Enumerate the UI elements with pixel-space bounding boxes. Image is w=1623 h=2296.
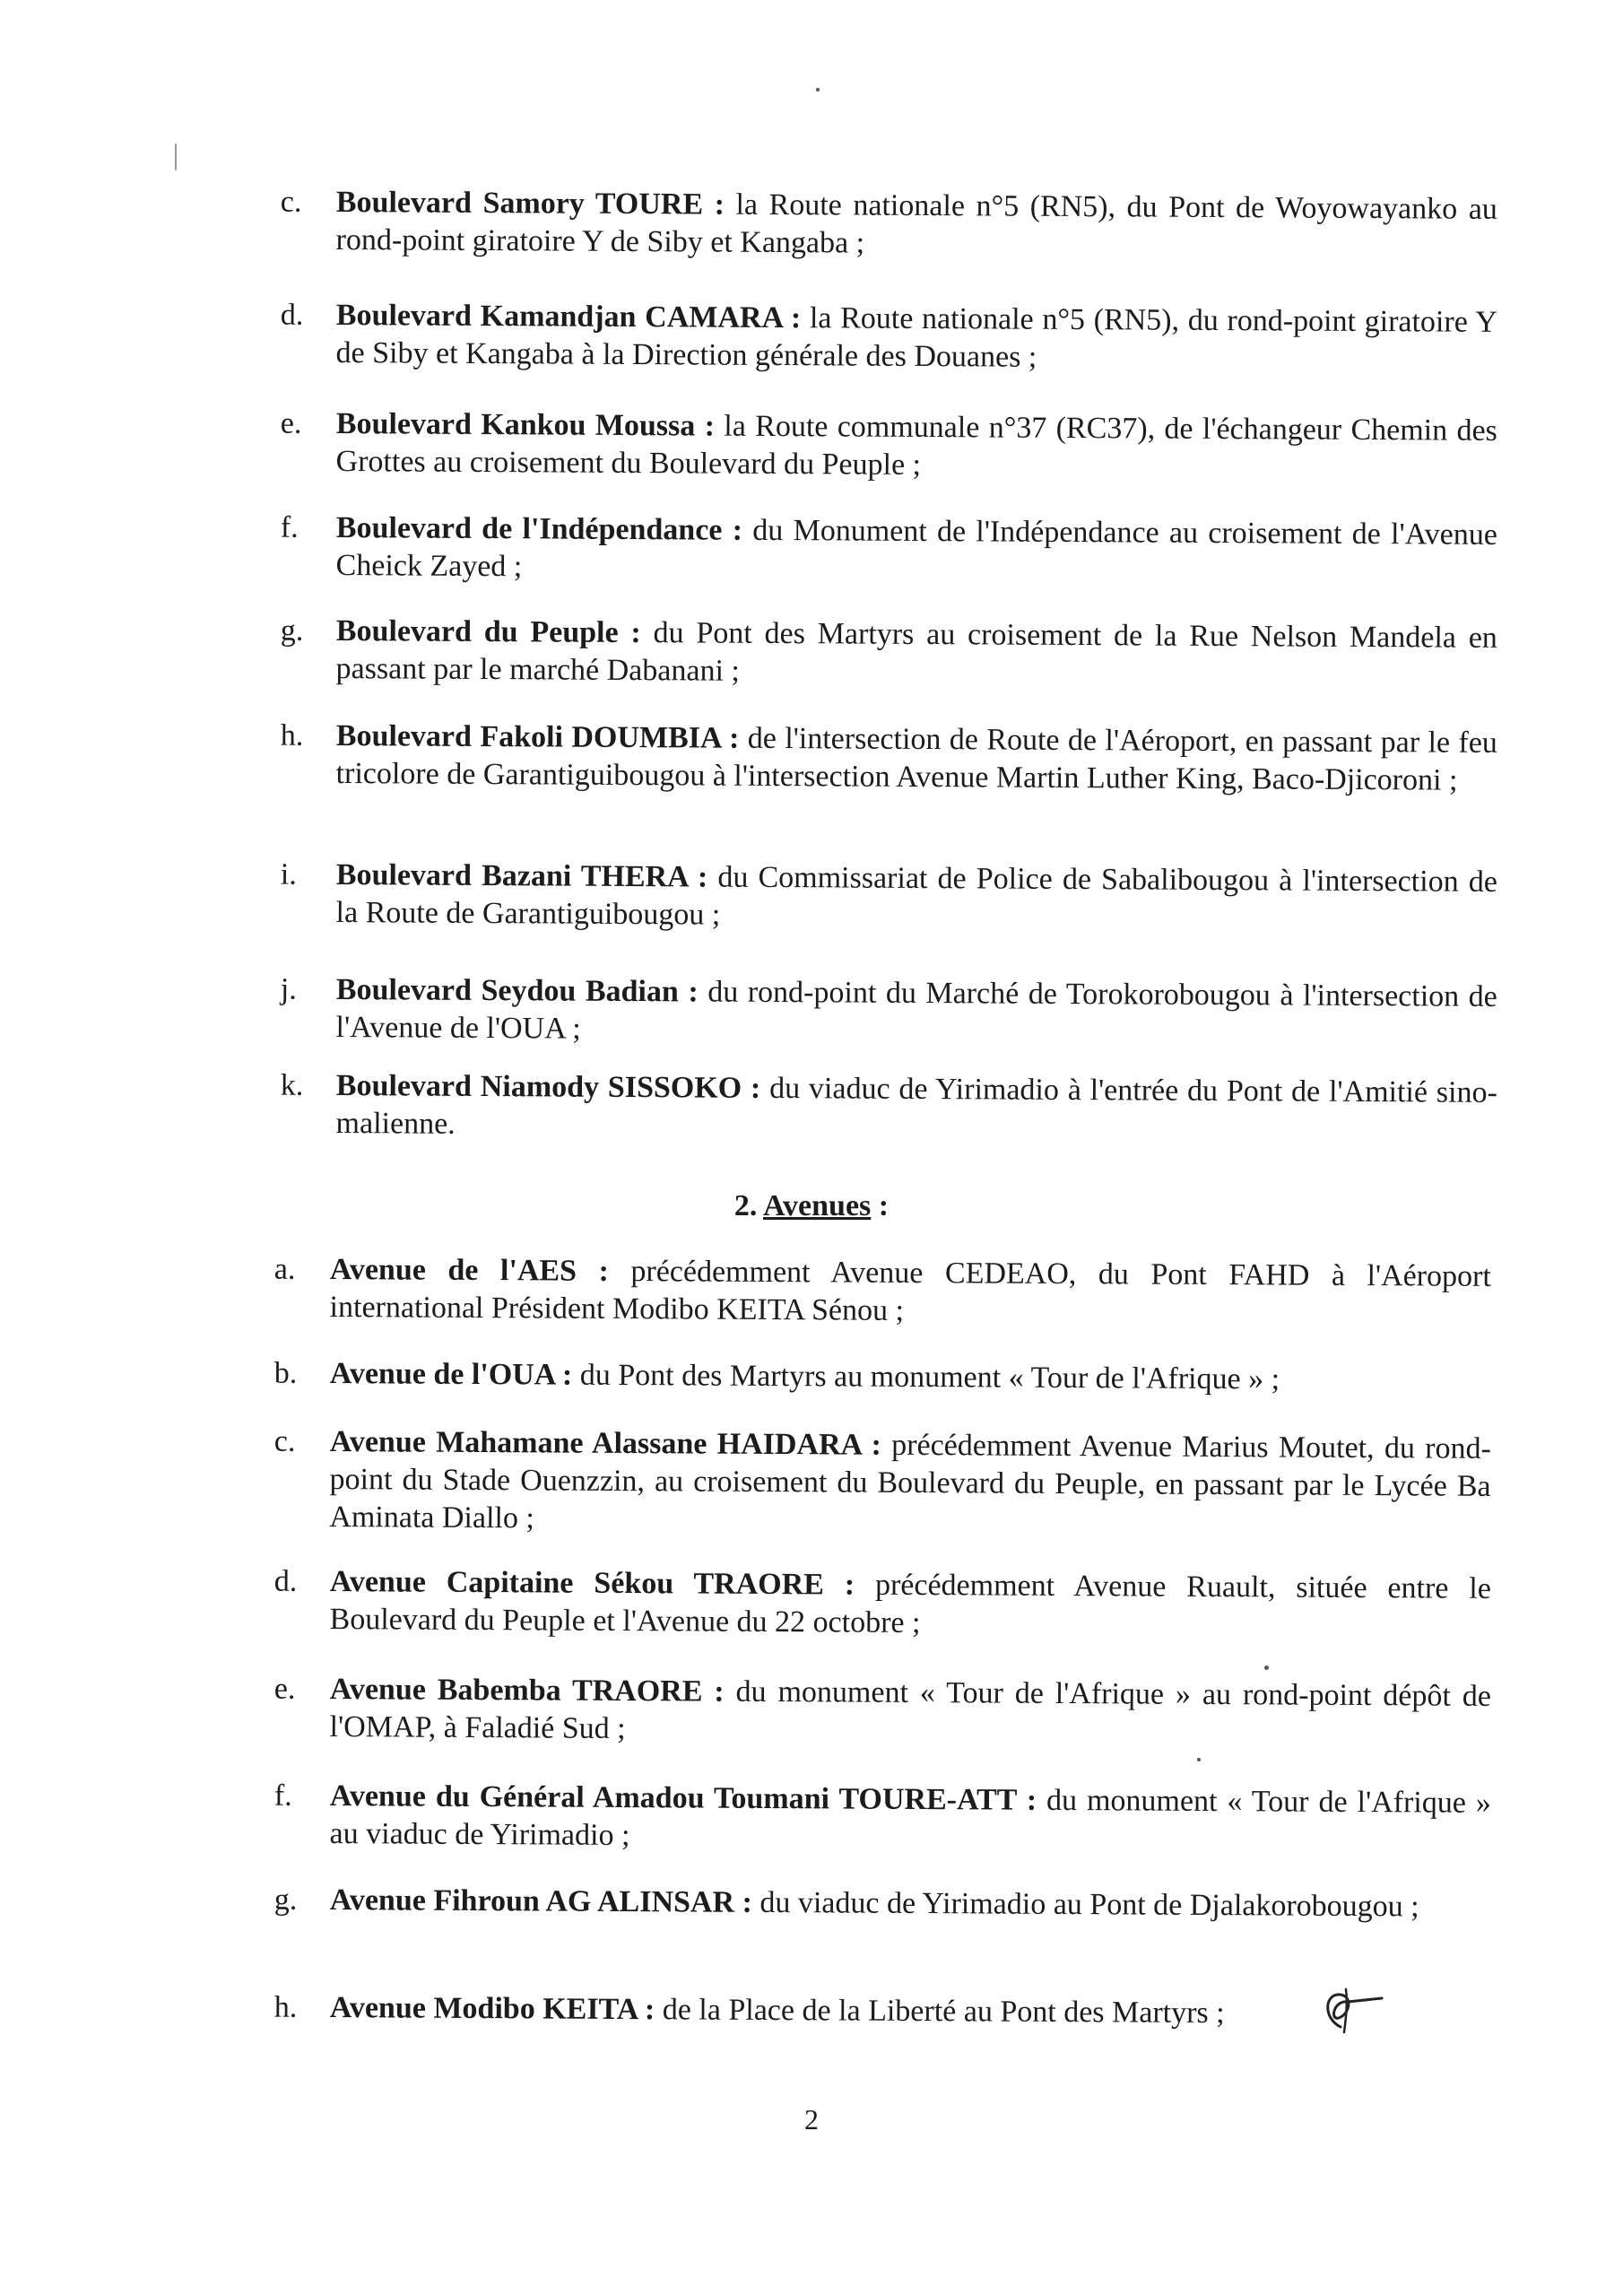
street-description: du Pont des Martyrs au monument « Tour de l'Afrique » ;: [579, 1358, 1280, 1396]
list-marker: k.: [280, 1068, 304, 1102]
avenue-item-d: [273, 1563, 1491, 1646]
signature-mark: [1314, 1982, 1385, 2036]
street-description: la Route nationale n°5 (RN5), du Pont de Woyowayanko au rond-point giratoire Y de Siby et Kangaba ;: [335, 187, 1497, 260]
list-marker: d.: [273, 1564, 298, 1598]
street-name: Boulevard Kankou Moussa :: [335, 406, 716, 443]
boulevard-item-j: [280, 971, 1497, 1054]
list-marker: h.: [280, 718, 304, 752]
street-name: Avenue du Général Amadou Toumani TOURE-ATT :: [329, 1779, 1037, 1817]
list-marker: c.: [280, 185, 302, 219]
street-description: du monument « Tour de l'Afrique » au rond-point dépôt de l'OMAP, à Faladié Sud ;: [329, 1674, 1491, 1746]
street-description: du viaduc de Yirimadio au Pont de Djalakorobougou ;: [759, 1885, 1419, 1924]
boulevard-item-f: [280, 509, 1497, 592]
avenue-item-a: [273, 1251, 1491, 1334]
list-marker: j.: [280, 972, 297, 1006]
street-name: Boulevard Seydou Badian :: [335, 973, 699, 1009]
list-marker: f.: [273, 1779, 292, 1813]
boulevard-item-e: [280, 405, 1497, 488]
scan-speck: [175, 144, 177, 170]
list-marker: i.: [280, 857, 297, 891]
street-name: Boulevard Kamandjan CAMARA :: [335, 298, 802, 335]
scan-speck: [816, 88, 820, 91]
scan-speck: [1197, 1758, 1201, 1761]
street-name: Boulevard Bazani THERA :: [335, 857, 708, 894]
list-marker: b.: [273, 1356, 298, 1390]
section-suffix: :: [871, 1189, 890, 1222]
street-description: du monument « Tour de l'Afrique » au viaduc de Yirimadio ;: [329, 1783, 1491, 1853]
list-marker: g.: [273, 1883, 298, 1917]
list-marker: h.: [273, 1990, 298, 2024]
list-marker: e.: [280, 406, 302, 440]
list-marker: f.: [280, 510, 299, 544]
street-name: Boulevard du Peuple :: [335, 613, 641, 650]
avenue-item-b: [273, 1355, 1491, 1400]
list-marker: e.: [273, 1672, 296, 1706]
street-description: du Pont des Martyrs au croisement de la Rue Nelson Mandela en passant par le marché Dabanani ;: [335, 616, 1497, 688]
boulevard-item-g: [280, 613, 1497, 695]
street-description: du Monument de l'Indépendance au croisement de l'Avenue Cheick Zayed ;: [335, 513, 1497, 584]
street-name: Boulevard de l'Indépendance :: [335, 510, 743, 547]
list-marker: a.: [273, 1252, 296, 1286]
avenue-item-f: [273, 1778, 1491, 1860]
street-description: du rond-point du Marché de Torokorobougou à l'intersection de l'Avenue de l'OUA ;: [335, 975, 1497, 1046]
street-description: précédemment Avenue Marius Moutet, du rond-point du Stade Ouenzzin, au croisement du Boulevard du Peuple, en passant par le Lycée Ba Aminata Diallo ;: [329, 1428, 1491, 1535]
section-heading-avenues: [0, 1189, 1623, 1223]
street-name: Avenue de l'OUA :: [329, 1357, 573, 1392]
street-description: la Route communale n°37 (RC37), de l'échangeur Chemin des Grottes au croisement du Boulevard du Peuple ;: [335, 409, 1497, 482]
list-marker: g.: [280, 613, 304, 648]
street-name: Avenue Modibo KEITA :: [329, 1991, 655, 2027]
street-description: précédemment Avenue Ruault, située entre le Boulevard du Peuple et l'Avenue du 22 octobre ;: [329, 1568, 1491, 1640]
street-name: Avenue de l'AES :: [329, 1253, 609, 1288]
boulevard-item-i: [280, 857, 1497, 939]
scan-speck: [1264, 1665, 1269, 1670]
street-name: Avenue Babemba TRAORE :: [329, 1673, 725, 1709]
street-description: du Commissariat de Police de Sabalibougou à l'intersection de la Route de Garantiguibougou ;: [335, 860, 1497, 932]
street-description: de la Place de la Liberté au Pont des Martyrs ;: [662, 1993, 1225, 2031]
section-number: 2.: [733, 1189, 758, 1222]
avenue-item-c: [273, 1423, 1491, 1544]
street-description: la Route nationale n°5 (RN5), du rond-point giratoire Y de Siby et Kangaba à la Direction générale des Douanes ;: [335, 301, 1497, 374]
boulevard-item-c: [280, 184, 1497, 266]
street-name: Avenue Capitaine Sékou TRAORE :: [329, 1565, 855, 1602]
avenue-item-h: [273, 1989, 1303, 2033]
street-name: Boulevard Samory TOURE :: [335, 185, 725, 222]
street-description: du viaduc de Yirimadio à l'entrée du Pont de l'Amitié sino-malienne.: [335, 1071, 1497, 1141]
boulevard-item-k: [280, 1067, 1497, 1150]
boulevard-item-d: [280, 297, 1497, 379]
street-name: Boulevard Fakoli DOUMBIA :: [335, 718, 740, 755]
street-description: de l'intersection de Route de l'Aéroport, en passant par le feu tricolore de Garantiguibougou à l'intersection Avenue Martin Luther King, Baco-Djicoroni ;: [335, 721, 1497, 797]
page-number: 2: [804, 2103, 819, 2135]
list-marker: d.: [280, 298, 304, 332]
boulevard-item-h: [280, 718, 1497, 800]
section-title: Avenues: [763, 1189, 872, 1222]
avenue-item-g: [273, 1882, 1491, 1926]
street-name: Boulevard Niamody SISSOKO :: [335, 1069, 761, 1105]
avenue-item-e: [273, 1671, 1491, 1753]
street-name: Avenue Fihroun AG ALINSAR :: [329, 1883, 753, 1919]
list-marker: c.: [273, 1424, 296, 1458]
street-name: Avenue Mahamane Alassane HAIDARA :: [329, 1425, 882, 1462]
street-description: précédemment Avenue CEDEAO, du Pont FAHD à l'Aéroport international Président Modibo KEITA Sénou ;: [329, 1255, 1491, 1327]
